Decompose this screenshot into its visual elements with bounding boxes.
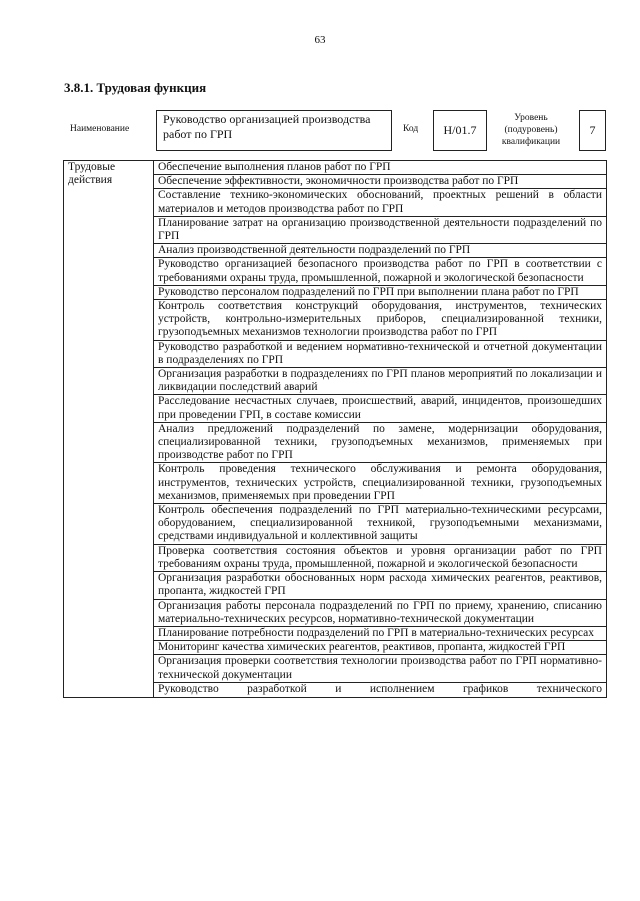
- labor-action-item: Планирование потребности подразделений по ГРП в материально-технических ресурсах: [154, 626, 607, 640]
- section-title: 3.8.1. Трудовая функция: [64, 80, 207, 95]
- labor-action-item: Обеспечение эффективности, экономичности производства работ по ГРП: [154, 175, 607, 189]
- labor-action-item: Организация разработки в подразделениях по ГРП планов мероприятий по локализации и ликвидации последствий аварий: [154, 368, 607, 395]
- page-number: 63: [314, 34, 326, 46]
- labor-action-item: Контроль соответствия конструкций оборудования, инструментов, технических устройств, контрольно-измерительных приборов, специализированной техники, грузоподъемных механизмов технологии производства работ по ГРП: [154, 300, 607, 341]
- labor-action-item: Планирование затрат на организацию производственной деятельности подразделений по ГРП: [154, 216, 607, 243]
- qualification-level-value: 7: [579, 110, 606, 151]
- labor-action-item: Проверка соответствия состояния объектов и уровня организации работ по ГРП требованиям охраны труда, промышленной, пожарной и экологической безопасности: [154, 544, 607, 571]
- labor-actions-table: [63, 160, 607, 698]
- code-label: Код: [403, 124, 419, 134]
- labor-action-item: Расследование несчастных случаев, происшествий, аварий, инцидентов, произошедших при проведении ГРП, в составе комиссии: [154, 395, 607, 422]
- labor-action-item: Анализ производственной деятельности подразделений по ГРП: [154, 244, 607, 258]
- function-name-value: Руководство организацией производства работ по ГРП: [156, 110, 392, 151]
- name-label: Наименование: [70, 124, 130, 134]
- labor-actions-heading: Трудовые действия: [64, 161, 154, 698]
- labor-action-item: Составление технико-экономических обоснований, проектных решений в области материалов и методов производства работ по ГРП: [154, 189, 607, 216]
- labor-action-item: Организация проверки соответствия технологии производства работ по ГРП нормативно-технической документации: [154, 655, 607, 682]
- labor-action-item: Руководство разработкой и ведением нормативно-технической и отчетной документации в подразделениях по ГРП: [154, 340, 607, 367]
- table-row: [64, 161, 607, 175]
- qualification-level-label: Уровень (подуровень) квалификации: [501, 113, 561, 147]
- labor-action-item: Контроль обеспечения подразделений по ГРП материально-техническими ресурсами, оборудованием, специализированной техникой, грузоподъемными механизмами, средствами индивидуальной и коллективной защиты: [154, 504, 607, 545]
- labor-action-item: Мониторинг качества химических реагентов, реактивов, пропанта, жидкостей ГРП: [154, 641, 607, 655]
- labor-action-item: Организация разработки обоснованных норм расхода химических реагентов, реактивов, пропанта, жидкостей ГРП: [154, 572, 607, 599]
- labor-action-item: Обеспечение выполнения планов работ по ГРП: [154, 161, 607, 175]
- labor-action-item: Руководство организацией безопасного производства работ по ГРП в соответствии с требованиями охраны труда, промышленной, пожарной и экологической безопасности: [154, 258, 607, 285]
- labor-action-item: Руководство разработкой и исполнением графиков технического: [154, 682, 607, 697]
- labor-action-item: Организация работы персонала подразделений по ГРП по приему, хранению, списанию материально-технических ресурсов, нормативно-технической документации: [154, 599, 607, 626]
- labor-action-item: Руководство персоналом подразделений по ГРП при выполнении плана работ по ГРП: [154, 285, 607, 299]
- labor-action-item: Контроль проведения технического обслуживания и ремонта оборудования, инструментов, технических устройств, специализированной техники, грузоподъемных механизмов, применяемых при проведении ГРП: [154, 463, 607, 504]
- labor-action-item: Анализ предложений подразделений по замене, модернизации оборудования, специализированной техники, грузоподъемных механизмов, применяемых при производстве работ по ГРП: [154, 422, 607, 463]
- function-code-value: Н/01.7: [433, 110, 487, 151]
